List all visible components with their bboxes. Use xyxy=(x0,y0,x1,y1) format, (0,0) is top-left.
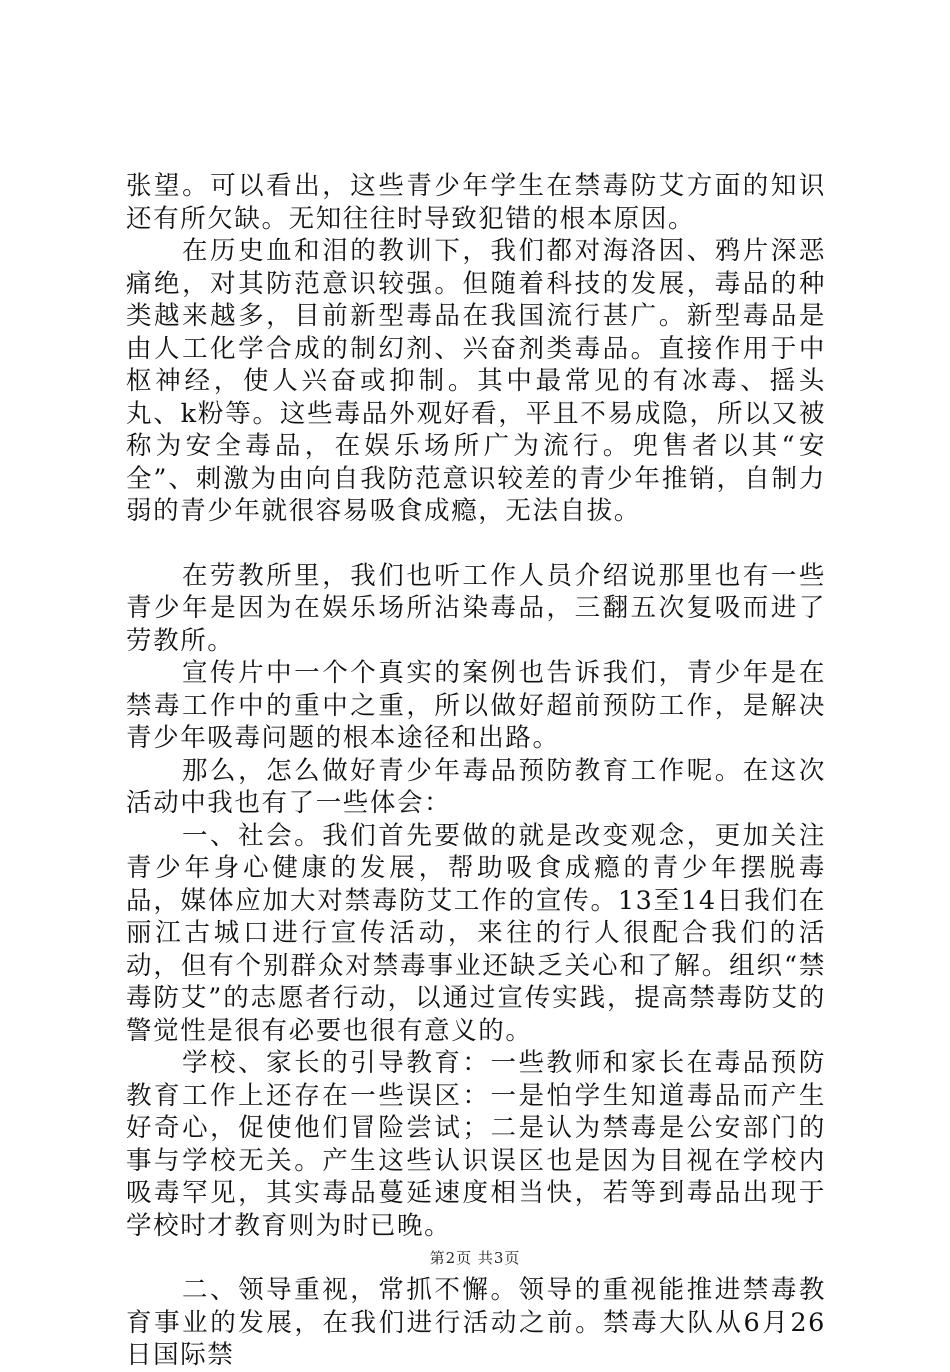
paragraph-labor-camp: 在劳教所里，我们也听工作人员介绍说那里也有一些青少年是因为在娱乐场所沾染毒品，三翻五次复吸而进了劳教所。 xyxy=(126,560,826,656)
page-footer: 第2页 共3页 xyxy=(429,1249,521,1267)
paragraph-society: 一、社会。我们首先要做的就是改变观念，更加关注青少年身心健康的发展，帮助吸食成瘾的青少年摆脱毒品，媒体应加大对禁毒防艾工作的宣传。13至14日我们在丽江古城口进行宣传活动，来往的行人很配合我们的活动，但有个别群众对禁毒事业还缺乏关心和了解。组织“禁毒防艾”的志愿者行动，以通过宣传实践，提高禁毒防艾的警觉性是很有必要也很有意义的。 xyxy=(126,820,826,1046)
paragraph-spacer xyxy=(126,528,826,560)
paragraph-school-parents: 学校、家长的引导教育：一些教师和家长在毒品预防教育工作上还存在一些误区：一是怕学生知道毒品而产生好奇心，促使他们冒险尝试；二是认为禁毒是公安部门的事与学校无关。产生这些认识误区也是因为目视在学校内吸毒罕见，其实毒品蔓延速度相当快，若等到毒品出现于学校时才教育则为时已晚。 xyxy=(126,1048,826,1241)
paragraph-leadership: 二、领导重视，常抓不懈。领导的重视能推进禁毒教育事业的发展，在我们进行活动之前。禁毒大队从6月26日国际禁 xyxy=(126,1275,826,1370)
paragraph-new-drugs: 在历史血和泪的教训下，我们都对海洛因、鸦片深恶痛绝，对其防范意识较强。但随着科技的发展，毒品的种类越来越多，目前新型毒品在我国流行甚广。新型毒品是由人工化学合成的制幻剂、兴奋剂类毒品。直接作用于中枢神经，使人兴奋或抑制。其中最常见的有冰毒、摇头丸、k粉等。这些毒品外观好看，平且不易成隐，所以又被称为安全毒品，在娱乐场所广为流行。兜售者以其“安全”、刺激为由向自我防范意识较差的青少年推销，自制力弱的青少年就很容易吸食成瘾，无法自拔。 xyxy=(126,236,826,526)
paragraph-continuation: 张望。可以看出，这些青少年学生在禁毒防艾方面的知识还有所欠缺。无知往往时导致犯错的根本原因。 xyxy=(126,171,826,234)
paragraph-question: 那么，怎么做好青少年毒品预防教育工作呢。在这次活动中我也有了一些体会： xyxy=(126,755,826,818)
paragraph-propaganda-film: 宣传片中一个个真实的案例也告诉我们，青少年是在禁毒工作中的重中之重，所以做好超前预防工作，是解决青少年吸毒问题的根本途径和出路。 xyxy=(126,658,826,753)
document-body xyxy=(126,170,826,1372)
